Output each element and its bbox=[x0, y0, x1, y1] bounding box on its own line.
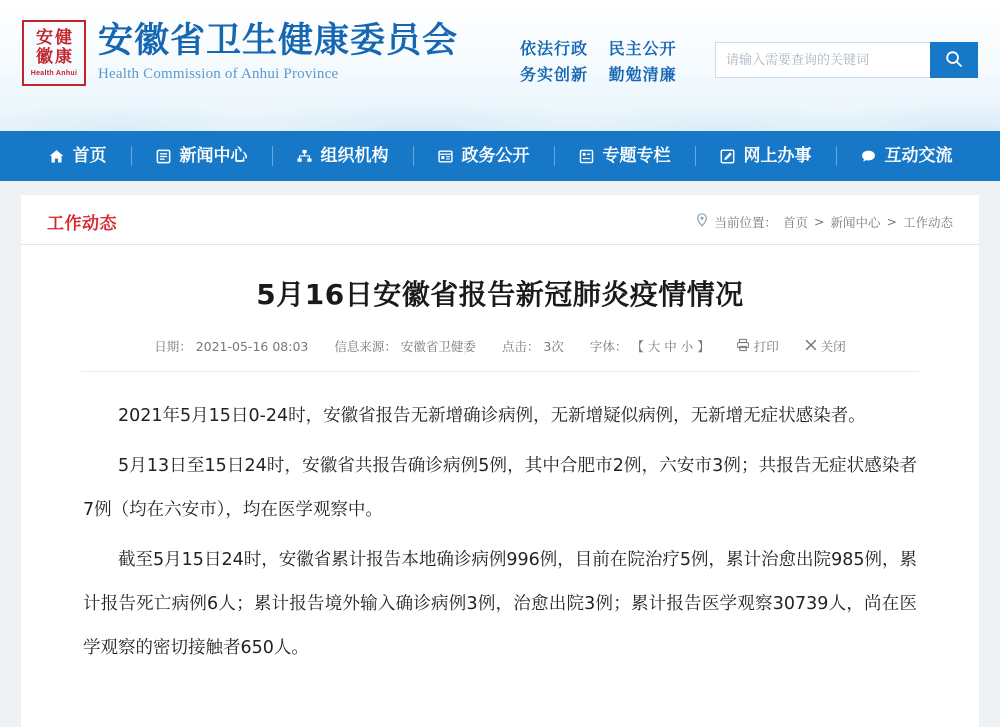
header-slogan bbox=[520, 36, 677, 88]
logo-mark-subtitle: Health Anhui bbox=[30, 70, 78, 77]
meta-date-label: 日期： bbox=[154, 339, 192, 354]
nav-item-home[interactable] bbox=[24, 145, 131, 167]
slogan-line2-left: 务实创新 bbox=[520, 65, 589, 84]
nav-item-organization[interactable] bbox=[272, 145, 413, 167]
search-button[interactable] bbox=[930, 42, 978, 78]
nav-label-news: 新闻中心 bbox=[179, 146, 248, 166]
article-paragraph: 2021年5月15日0-24时，安徽省报告无新增确诊病例，无新增疑似病例，无新增无症状感染者。 bbox=[118, 406, 866, 426]
slogan-line1-right: 民主公开 bbox=[608, 39, 677, 58]
article-meta bbox=[81, 337, 919, 372]
content-card bbox=[21, 195, 979, 727]
meta-hits-value: 3次 bbox=[543, 339, 564, 354]
nav-item-news[interactable] bbox=[131, 145, 272, 167]
article-title: 5月16日安徽省报告新冠肺炎疫情情况 bbox=[256, 278, 744, 311]
article-paragraph: 5月13日至15日24时，安徽省共报告确诊病例5例，其中合肥市2例，六安市3例；共报告无症状感染者7例（均在六安市），均在医学观察中。 bbox=[83, 456, 917, 520]
meta-hits-label: 点击： bbox=[501, 339, 540, 354]
search-icon bbox=[945, 50, 963, 71]
article-paragraph: 截至5月15日24时，安徽省累计报告本地确诊病例996例，目前在院治疗5例，累计治愈出院985例，累计报告死亡病例6人；累计报告境外输入确诊病例3例，治愈出院3例；累计报告医学观察30739人，尚在医学观察的密切接触者650人。 bbox=[83, 550, 917, 658]
breadcrumb-link-news[interactable]: 新闻中心 bbox=[830, 214, 881, 230]
breadcrumb-separator-1: > bbox=[814, 214, 825, 229]
font-size-options[interactable]: 【 大 中 小 】 bbox=[631, 339, 710, 354]
nav-label-home: 首页 bbox=[72, 146, 107, 166]
nav-label-online-services: 网上办事 bbox=[743, 146, 812, 166]
article-body bbox=[81, 372, 919, 670]
logo-char-2: 徽 bbox=[36, 47, 53, 67]
edit-icon bbox=[719, 148, 736, 165]
meta-source bbox=[334, 337, 476, 355]
main-navigation[interactable] bbox=[0, 131, 1000, 181]
news-icon bbox=[155, 148, 172, 165]
slogan-line1-left: 依法行政 bbox=[520, 39, 589, 58]
logo-char-3: 健 bbox=[55, 28, 72, 48]
nav-label-special-columns: 专题专栏 bbox=[602, 146, 671, 166]
meta-font-size[interactable] bbox=[590, 337, 710, 355]
logo-mark-icon bbox=[22, 20, 86, 86]
logo-char-1: 安 bbox=[36, 28, 53, 48]
nav-label-interaction: 互动交流 bbox=[884, 146, 953, 166]
close-label: 关闭 bbox=[820, 339, 846, 354]
site-title-cn: 安徽省卫生健康委员会 bbox=[98, 21, 459, 61]
close-icon bbox=[805, 339, 817, 354]
breadcrumb-separator-2: > bbox=[886, 214, 897, 229]
nav-label-government-affairs: 政务公开 bbox=[461, 146, 530, 166]
site-header bbox=[0, 0, 1000, 131]
breadcrumb[interactable] bbox=[696, 213, 953, 231]
government-icon bbox=[437, 148, 454, 165]
meta-hits bbox=[502, 337, 564, 355]
nav-item-government-affairs[interactable] bbox=[413, 145, 554, 167]
print-button[interactable] bbox=[736, 337, 779, 355]
meta-date-value: 2021-05-16 08:03 bbox=[195, 338, 309, 354]
slogan-line2-right: 勤勉清廉 bbox=[608, 65, 677, 84]
nav-item-online-services[interactable] bbox=[695, 145, 836, 167]
close-button[interactable] bbox=[805, 337, 846, 355]
search-box[interactable] bbox=[715, 42, 978, 78]
breadcrumb-link-current[interactable]: 工作动态 bbox=[902, 214, 953, 230]
breadcrumb-link-home[interactable]: 首页 bbox=[782, 214, 808, 230]
printer-icon bbox=[736, 338, 750, 355]
logo-char-4: 康 bbox=[55, 47, 72, 67]
org-chart-icon bbox=[296, 148, 313, 165]
article bbox=[21, 245, 979, 670]
nav-item-interaction[interactable] bbox=[836, 145, 977, 167]
column-header-bar bbox=[21, 195, 979, 245]
print-label: 打印 bbox=[753, 339, 779, 354]
breadcrumb-prefix: 当前位置： bbox=[714, 214, 777, 230]
search-input[interactable] bbox=[715, 42, 930, 78]
site-title-en: Health Commission of Anhui Province bbox=[98, 66, 339, 82]
column-title: 工作动态 bbox=[47, 214, 117, 234]
meta-source-label: 信息来源： bbox=[334, 339, 397, 354]
column-icon bbox=[578, 148, 595, 165]
meta-date bbox=[154, 337, 308, 355]
site-logo[interactable] bbox=[22, 20, 458, 86]
page-body bbox=[0, 181, 1000, 727]
chat-icon bbox=[860, 148, 877, 165]
meta-font-label: 字体： bbox=[589, 339, 628, 354]
location-pin-icon bbox=[696, 213, 708, 230]
meta-source-value: 安徽省卫健委 bbox=[400, 339, 476, 354]
nav-item-special-columns[interactable] bbox=[554, 145, 695, 167]
home-icon bbox=[48, 148, 65, 165]
nav-label-organization: 组织机构 bbox=[320, 146, 389, 166]
